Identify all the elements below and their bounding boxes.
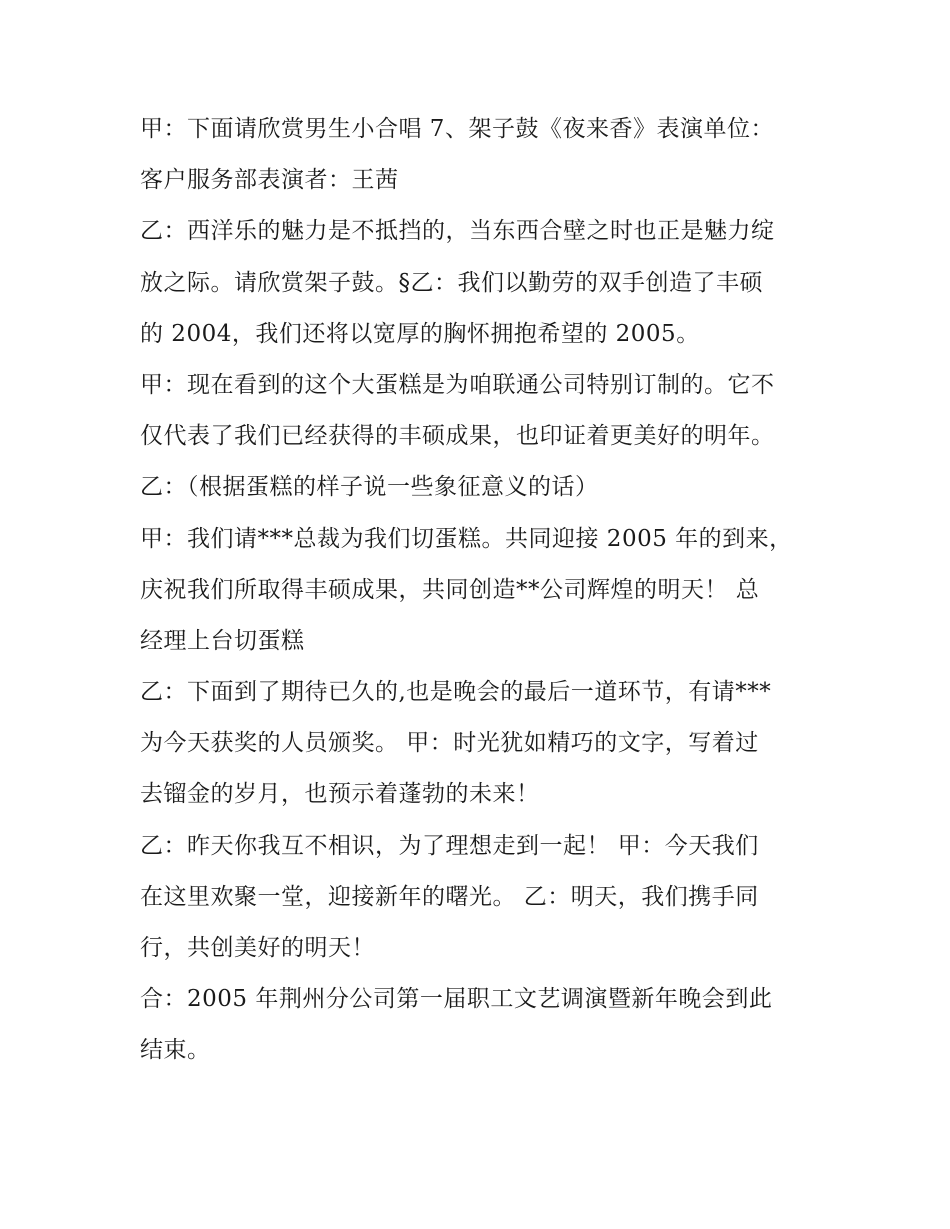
text-line: 经理上台切蛋糕: [140, 627, 305, 654]
text-line: 的 2004，我们还将以宽厚的胸怀拥抱希望的 2005。: [140, 320, 700, 347]
text-line: 乙：（根据蛋糕的样子说一些象征意义的话）: [140, 474, 599, 501]
text-line: 甲：下面请欣赏男生小合唱 7、架子鼓《夜来香》表演单位：: [140, 116, 774, 142]
text-line: 为今天获奖的人员颁奖。 甲：时光犹如精巧的文字，写着过: [140, 730, 759, 757]
text-line: 乙：西洋乐的魅力是不抵挡的，当东西合壁之时也正是魅力绽: [140, 218, 775, 245]
text-line: 庆祝我们所取得丰硕成果，共同创造**公司辉煌的明天！ 总: [140, 576, 760, 603]
document-body: [140, 104, 820, 1077]
text-line: 仅代表了我们已经获得的丰硕成果，也印证着更美好的明年。: [140, 423, 775, 450]
text-line: 乙：昨天你我互不相识，为了理想走到一起！ 甲：今天我们: [140, 832, 759, 859]
text-line: 去镏金的岁月，也预示着蓬勃的未来！: [140, 781, 540, 808]
text-line: 甲：我们请***总裁为我们切蛋糕。共同迎接 2005 年的到来，: [140, 525, 793, 552]
text-line: 结束。: [140, 1037, 211, 1064]
text-line: 客户服务部表演者：王茜: [140, 167, 399, 194]
text-line: 乙：下面到了期待已久的,也是晚会的最后一道环节，有请***: [140, 679, 772, 706]
text-line: 在这里欢聚一堂，迎接新年的曙光。 乙：明天，我们携手同: [140, 883, 759, 910]
text-line: 行，共创美好的明天！: [140, 935, 375, 961]
text-line: 放之际。请欣赏架子鼓。§乙：我们以勤劳的双手创造了丰硕: [140, 269, 763, 296]
text-line: 合：2005 年荆州分公司第一届职工文艺调演暨新年晚会到此: [140, 986, 773, 1013]
text-line: 甲：现在看到的这个大蛋糕是为咱联通公司特别订制的。它不: [140, 371, 775, 398]
